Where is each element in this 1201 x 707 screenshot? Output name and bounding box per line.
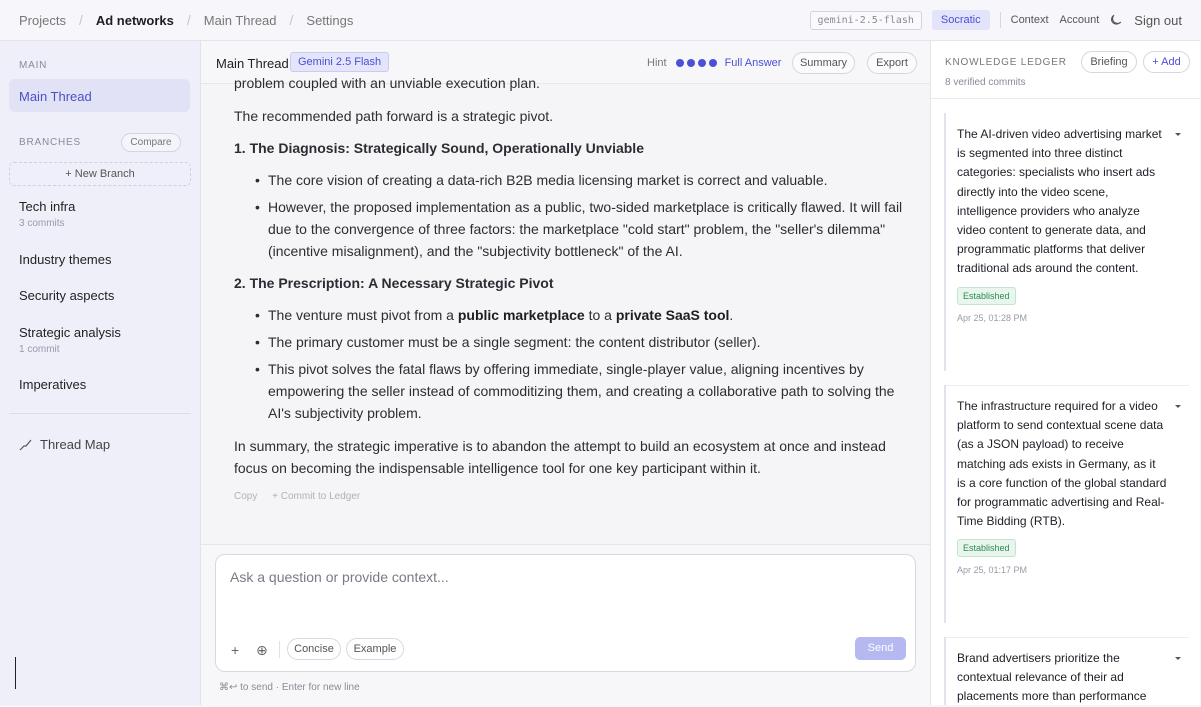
divider [279, 641, 280, 658]
sidebar-item-imperatives[interactable] [19, 377, 86, 392]
list-item: • The venture must pivot from a public marketplace to a private SaaS tool. [234, 304, 914, 326]
chevron-down-icon[interactable] [1173, 129, 1183, 139]
ledger-title: KNOWLEDGE LEDGER [945, 57, 1067, 68]
list-item: • However, the proposed implementation as a public, two-sided marketplace is critically flawed. It will fail due to the convergence of three factors: the marketplace "cold start" problem, the "seller's dilemma" (incentive misalignment), and the "subjectivity bottleneck" of the AI. [234, 196, 914, 262]
branches-section-label: BRANCHES [19, 137, 81, 148]
copy-button[interactable]: Copy [234, 491, 258, 502]
hint-dot[interactable] [676, 59, 684, 67]
sidebar-item-main-thread[interactable]: Main Thread [9, 79, 190, 112]
ledger-card[interactable] [944, 637, 1189, 705]
divider [1000, 12, 1001, 28]
breadcrumb-ad-networks[interactable]: Ad networks [95, 12, 174, 28]
sidebar-item-strategic-analysis[interactable] [19, 325, 121, 355]
divider [9, 413, 191, 414]
list-item: • The core vision of creating a data-rich B2B media licensing market is correct and valuable. [234, 169, 914, 191]
sidebar-item-security-aspects[interactable] [19, 288, 114, 303]
hint-dot[interactable] [698, 59, 706, 67]
breadcrumb-projects[interactable]: Projects [19, 12, 66, 28]
hint-level[interactable] [647, 57, 781, 69]
example-button[interactable]: Example [346, 638, 404, 660]
main-section-label: MAIN [19, 60, 48, 71]
thread-title: Main Thread [216, 56, 289, 71]
message-heading: 1. The Diagnosis: Strategically Sound, Operationally Unviable [234, 140, 644, 156]
mode-toggle[interactable]: Socratic [932, 10, 990, 30]
thread-map-link[interactable] [19, 437, 110, 452]
branch-name: Industry themes [19, 252, 112, 267]
top-bar [0, 0, 1200, 41]
chevron-down-icon[interactable] [1173, 653, 1183, 663]
composer [215, 554, 916, 672]
ledger-commit-count: 8 verified commits [945, 77, 1026, 88]
globe-icon[interactable]: ⊕ [256, 642, 268, 658]
add-commit-button[interactable]: + Add [1143, 51, 1190, 73]
branch-name: Security aspects [19, 288, 115, 303]
full-answer-label[interactable]: Full Answer [724, 57, 782, 69]
new-branch-button[interactable]: + New Branch [9, 162, 191, 186]
branch-name: Imperatives [19, 377, 87, 392]
ledger-card-text: The AI-driven video advertising market is segmented into three distinct categories: specialists who insert ads directly into the video scene, intelligence providers who analyze video content to generate data, and programmatic platforms that deliver traditional ads around the content. [957, 127, 1162, 276]
message-paragraph: problem coupled with an unviable execution plan. [234, 75, 540, 91]
message-paragraph: The recommended path forward is a strategic pivot. [234, 108, 554, 124]
sidebar-item-industry-themes[interactable] [19, 252, 112, 267]
concise-button[interactable]: Concise [287, 638, 341, 660]
branch-name: Tech infra [19, 199, 76, 214]
model-selector[interactable]: gemini-2.5-flash [810, 11, 922, 30]
list-item: • This pivot solves the fatal flaws by offering immediate, single-player value, aligning incentives by empowering the seller instead of commoditizing them, and creating a collaborative path to solving the AI's subjectivity problem. [234, 358, 914, 424]
send-shortcut-hint: ⌘↩ to send · Enter for new line [219, 682, 360, 693]
message-list [234, 169, 914, 262]
branch-name: Strategic analysis [19, 325, 121, 340]
knowledge-ledger [930, 41, 1200, 705]
briefing-button[interactable]: Briefing [1081, 51, 1137, 73]
thread-map-label: Thread Map [40, 437, 111, 452]
status-badge: Established [957, 539, 1016, 557]
message-paragraph: In summary, the strategic imperative is to abandon the attempt to build an ecosystem at once and instead focus on becoming the indispensable intelligence tool for one key participant within it. [234, 438, 886, 476]
commit-to-ledger-button[interactable]: + Commit to Ledger [272, 491, 361, 502]
branch-commit-count: 1 commit [19, 344, 60, 355]
hint-label: Hint [647, 57, 667, 69]
context-link[interactable]: Context [1010, 14, 1049, 26]
assistant-message [234, 75, 914, 544]
send-button[interactable]: Send [855, 637, 906, 660]
sidebar [0, 41, 201, 705]
sign-out-button[interactable]: Sign out [1134, 12, 1182, 28]
status-badge: Established [957, 287, 1016, 305]
ledger-card-timestamp: Apr 25, 01:28 PM [957, 312, 1028, 323]
breadcrumb [0, 12, 353, 28]
breadcrumb-settings[interactable]: Settings [306, 12, 354, 28]
ledger-header [931, 41, 1201, 99]
breadcrumb-separator: / [289, 12, 294, 28]
ledger-card-text: The infrastructure required for a video platform to send contextual scene data (as a JSON payload) to receive matching ads exists in Germany, as it is a core function of the global standard for programmatic advertising and Real-Time Bidding (RTB). [957, 399, 1167, 529]
hint-dot[interactable] [687, 59, 695, 67]
model-badge: Gemini 2.5 Flash [290, 52, 389, 72]
ledger-card-text: Brand advertisers prioritize the contextual relevance of their ad placements more than performance [957, 651, 1147, 704]
branch-commit-count: 3 commits [19, 218, 65, 229]
breadcrumb-separator: / [186, 12, 191, 28]
message-list [234, 304, 914, 424]
moon-icon[interactable] [1110, 14, 1122, 26]
main-panel [201, 41, 930, 705]
summary-button[interactable]: Summary [792, 52, 855, 74]
ledger-card-timestamp: Apr 25, 01:17 PM [957, 565, 1028, 576]
hint-dot[interactable] [709, 59, 717, 67]
compare-button[interactable]: Compare [121, 133, 181, 152]
message-heading: 2. The Prescription: A Necessary Strategic Pivot [234, 275, 554, 291]
ledger-card[interactable] [944, 113, 1189, 371]
sidebar-item-tech-infra[interactable] [19, 199, 75, 229]
plus-icon[interactable]: + [231, 642, 240, 658]
ledger-card[interactable] [944, 385, 1189, 623]
composer-area [201, 544, 930, 705]
export-button[interactable]: Export [867, 52, 917, 74]
message-actions [234, 491, 372, 502]
breadcrumb-separator: / [78, 12, 83, 28]
thread-map-icon [19, 439, 32, 451]
message-input[interactable] [230, 569, 900, 619]
account-link[interactable]: Account [1059, 14, 1100, 26]
list-item: • The primary customer must be a single segment: the content distributor (seller). [234, 331, 914, 353]
text-cursor [15, 657, 16, 689]
breadcrumb-main-thread[interactable]: Main Thread [203, 12, 277, 28]
chevron-down-icon[interactable] [1173, 401, 1183, 411]
